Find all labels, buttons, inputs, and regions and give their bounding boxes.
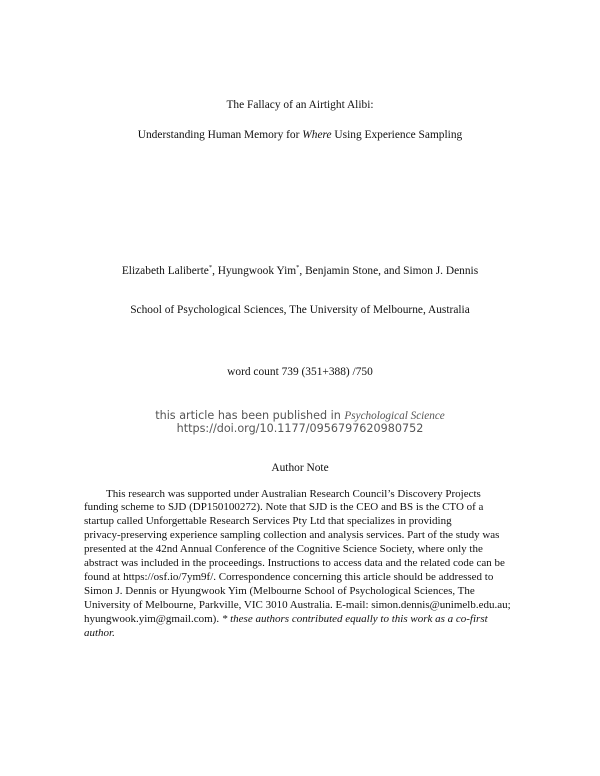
author-note-heading: Author Note [271, 462, 329, 474]
author-note-line: presented at the 42nd Annual Conference of the Cognitive Science Society, where only the [84, 543, 483, 555]
title-line-1: The Fallacy of an Airtight Alibi: [226, 99, 374, 111]
title-line-2-start: Understanding Human Memory for [137, 129, 303, 141]
author-note-line: privacy-preserving experience sampling collection and analysis services. Part of the study was [84, 529, 500, 541]
author-note-line: This research was supported under Australian Research Council’s Discovery Projects [106, 488, 481, 500]
doi-link[interactable]: https://doi.org/10.1177/0956797620980752 [176, 422, 424, 435]
word-count: word count 739 (351+388) /750 [227, 366, 373, 378]
author-note-line: found at https://osf.io/7ym9f/. Correspondence concerning this article should be addressed to [84, 571, 494, 583]
author-note-line [84, 627, 115, 640]
author-note-line: University of Melbourne, Parkville, VIC 3010 Australia. E-mail: simon.dennis@unimelb.edu.au; [84, 599, 511, 611]
journal-name: Psychological Science [344, 410, 445, 422]
publication-notice [0, 409, 600, 422]
author-note-line [84, 613, 488, 626]
co-first-author-note-end: author. [84, 627, 115, 639]
title-line-2-end: Using Experience Sampling [331, 129, 463, 141]
author-note-line: Simon J. Dennis or Hyungwook Yim (Melbourne School of Psychological Sciences, The [84, 585, 475, 597]
author-note-line: abstract was included in the proceedings. Instructions to access data and the related code can be [84, 557, 505, 569]
author-others: , Benjamin Stone, and Simon J. Dennis [299, 265, 479, 277]
author-note-line: startup called Unforgettable Research Services Pty Ltd that specializes in providing [84, 515, 452, 527]
publication-prefix: this article has been published in [155, 409, 345, 422]
author-note-line: funding scheme to SJD (DP150100272). Note that SJD is the CEO and BS is the CTO of a [84, 501, 484, 513]
title-line-2-emphasis: Where [302, 129, 332, 141]
author-note-email: hyungwook.yim@gmail.com). [84, 613, 222, 625]
affiliation: School of Psychological Sciences, The University of Melbourne, Australia [130, 304, 470, 316]
co-first-author-note: * these authors contributed equally to this work as a co-first [221, 613, 488, 625]
author-list [0, 265, 600, 277]
co-first-author-mark: * [296, 264, 300, 272]
author-laliberte: Elizabeth Laliberte [121, 265, 209, 277]
author-yim: , Hyungwook Yim [212, 265, 297, 277]
title-line-2 [0, 129, 600, 141]
co-first-author-mark: * [208, 264, 213, 272]
